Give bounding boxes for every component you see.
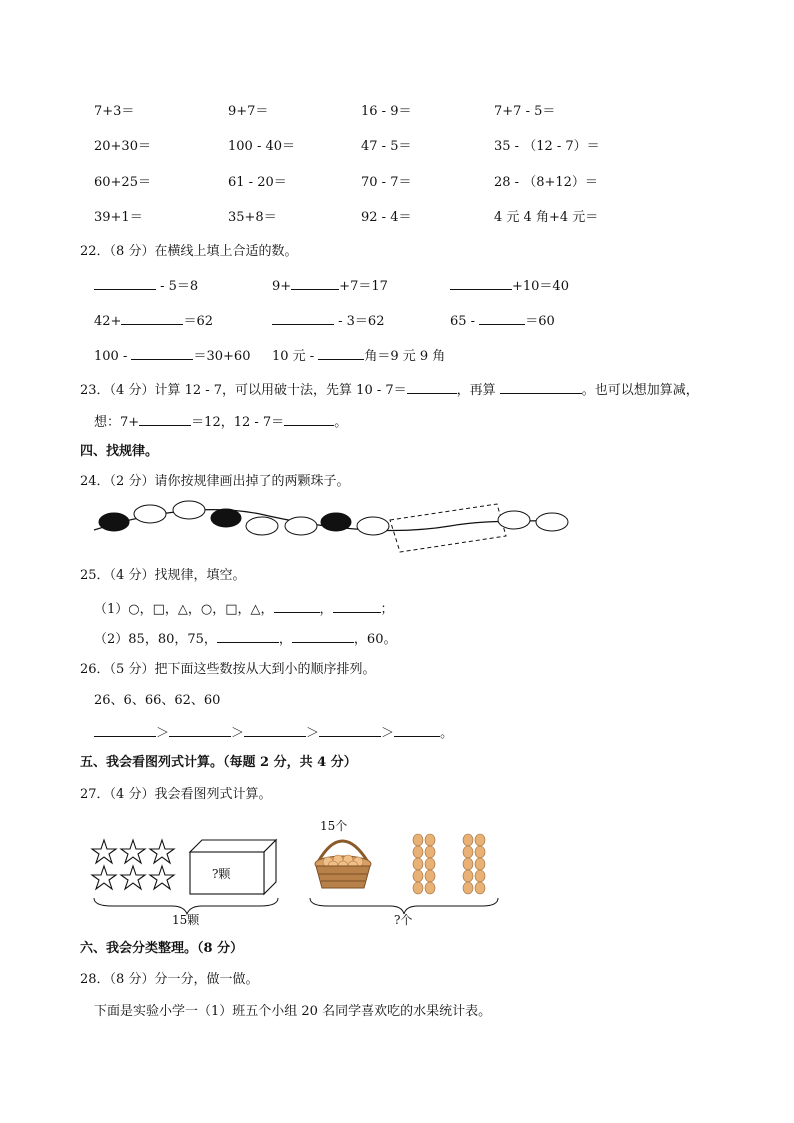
total-label: 15颗 [172, 913, 200, 927]
bead-black [321, 513, 351, 531]
q26-numbers: 26、6、66、62、60 [94, 693, 221, 708]
arith-item: 9+7＝ [228, 104, 269, 119]
arith-item: 39+1＝ [94, 210, 143, 225]
arith-item: 60+25＝ [94, 175, 151, 190]
brace [94, 898, 278, 914]
q25-line2: （2）85，80，75， ， ，60。 [94, 632, 397, 647]
section-heading: 四、找规律。 [80, 444, 159, 459]
answer-blank[interactable] [169, 724, 231, 737]
egg-tray-icon [413, 834, 435, 894]
arith-item: 20+30＝ [94, 139, 151, 154]
bead-white [498, 511, 530, 529]
brace [310, 898, 498, 914]
q25-title: 25．（4 分）找规律，填空。 [80, 568, 246, 583]
star-icon [121, 866, 145, 889]
bead-white [134, 505, 166, 523]
bead-white [357, 517, 389, 535]
bead-white [246, 517, 278, 535]
star-icon [121, 840, 145, 863]
q22-item: - 3＝62 [272, 312, 384, 330]
arith-item: 4 元 4 角+4 元＝ [494, 210, 599, 225]
arith-item: 92 - 4＝ [361, 210, 412, 225]
answer-blank[interactable] [318, 347, 364, 360]
bead-black [211, 509, 241, 527]
arith-item: 7+7 - 5＝ [494, 104, 556, 119]
arith-item: 16 - 9＝ [361, 104, 412, 119]
q28-title: 28．（8 分）分一分，做一做。 [80, 972, 259, 987]
star-icon [150, 840, 174, 863]
answer-blank[interactable] [450, 277, 512, 290]
answer-blank[interactable] [94, 724, 156, 737]
total-label: ?个 [394, 913, 413, 927]
answer-blank[interactable] [272, 312, 334, 325]
q22-item: 10 元 - 角＝9 元 9 角 [272, 349, 446, 364]
arith-item: 70 - 7＝ [361, 175, 412, 190]
answer-blank[interactable] [284, 413, 334, 426]
q23-line2: 想：7+ ＝12，12 - 7＝ 。 [94, 415, 348, 430]
answer-blank[interactable] [479, 312, 525, 325]
q22-item: - 5＝8 [94, 277, 198, 295]
q27-title: 27．（4 分）我会看图列式计算。 [80, 787, 272, 802]
answer-blank[interactable] [292, 630, 354, 643]
answer-blank[interactable] [217, 630, 279, 643]
eggs-figure [306, 816, 506, 928]
answer-blank[interactable] [139, 413, 191, 426]
bead-black [99, 513, 129, 531]
answer-blank[interactable] [121, 312, 183, 325]
bead-white [285, 517, 317, 535]
answer-blank[interactable] [319, 724, 381, 737]
q22-item: 9+ +7＝17 [272, 279, 388, 294]
q22-title: 22．（8 分）在横线上填上合适的数。 [80, 244, 298, 259]
q24-title: 24．（2 分）请你按规律画出掉了的两颗珠子。 [80, 474, 350, 489]
star-icon [150, 866, 174, 889]
arith-item: 35+8＝ [228, 210, 277, 225]
missing-beads-box [390, 504, 506, 552]
q26-order-line: ＞ ＞ ＞ ＞ 。 [94, 724, 453, 742]
box-icon [190, 840, 276, 894]
bead-white [173, 501, 205, 519]
answer-blank[interactable] [394, 724, 440, 737]
arith-item: 61 - 20＝ [228, 175, 287, 190]
arith-item: 100 - 40＝ [228, 139, 296, 154]
section-heading: 六、我会分类整理。（8 分） [80, 941, 244, 956]
answer-blank[interactable] [94, 277, 156, 290]
basket-label: 15个 [320, 819, 348, 833]
answer-blank[interactable] [274, 600, 320, 613]
answer-blank[interactable] [500, 381, 582, 394]
arith-item: 47 - 5＝ [361, 139, 412, 154]
section-heading: 五、我会看图列式计算。（每题 2 分，共 4 分） [80, 755, 357, 770]
arith-item: 7+3＝ [94, 104, 135, 119]
answer-blank[interactable] [291, 277, 339, 290]
q23-line1: 23．（4 分）计算 12 - 7，可以用破十法，先算 10 - 7＝ ，再算 。也可以想加算减， [80, 383, 699, 398]
q25-line1: （1）○，□，△，○，□，△， ， ； [94, 602, 394, 617]
q22-item: 65 - ＝60 [450, 314, 555, 329]
q26-title: 26．（5 分）把下面这些数按从大到小的顺序排列。 [80, 662, 376, 677]
box-label: ?颗 [212, 867, 231, 881]
bead-white [536, 513, 568, 531]
q22-item: 42+ ＝62 [94, 314, 213, 329]
answer-blank[interactable] [407, 381, 457, 394]
answer-blank[interactable] [131, 347, 193, 360]
q28-desc: 下面是实验小学一（1）班五个小组 20 名同学喜欢吃的水果统计表。 [94, 1004, 492, 1019]
bead-string-figure [90, 496, 590, 556]
q22-item: +10＝40 [450, 277, 569, 295]
stars-box-figure [92, 818, 292, 928]
star-icon [92, 840, 116, 863]
arith-item: 35 - （12 - 7）＝ [494, 139, 600, 154]
q22-item: 100 - ＝30+60 [94, 349, 251, 364]
answer-blank[interactable] [244, 724, 306, 737]
star-icon [92, 866, 116, 889]
arith-item: 28 - （8+12）＝ [494, 175, 598, 190]
answer-blank[interactable] [333, 600, 381, 613]
basket-icon [315, 841, 371, 888]
egg-tray-icon [463, 834, 485, 894]
